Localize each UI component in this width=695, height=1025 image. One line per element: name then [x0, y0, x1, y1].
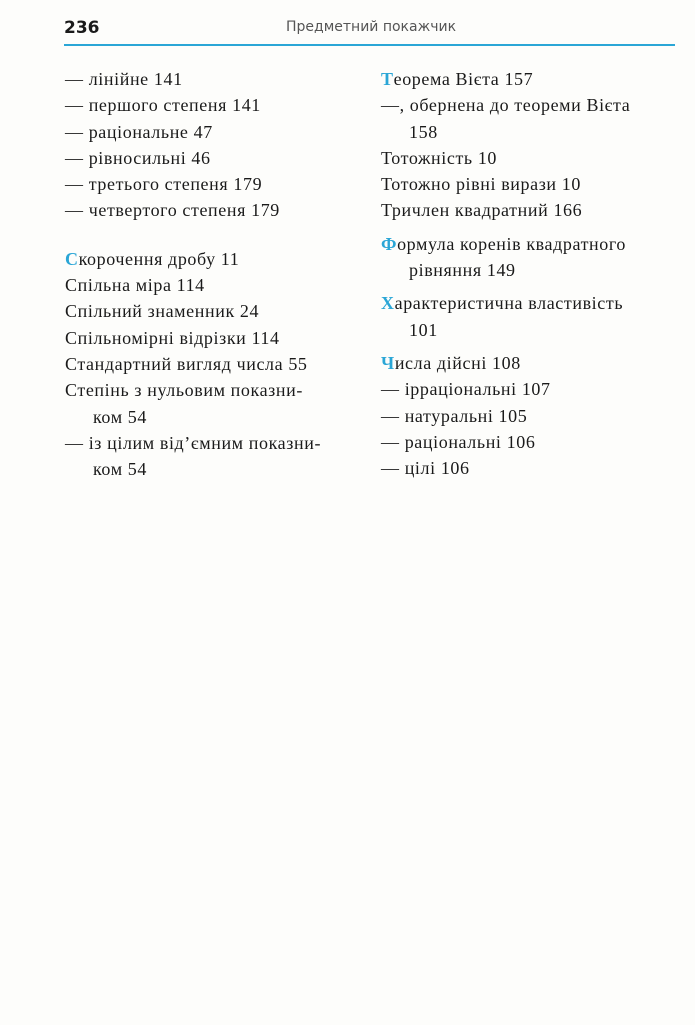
index-entry: Спільний знаменник 24: [65, 301, 260, 322]
index-entry: — ірраціональні 107: [381, 379, 551, 400]
letter-initial: Ф: [381, 233, 398, 254]
index-entry: Тотожність 10: [381, 147, 498, 168]
index-entry: Спільномірні відрізки 114: [65, 327, 280, 348]
letter-initial: Ч: [381, 352, 395, 373]
running-title: Предметний покажчик: [286, 19, 457, 35]
index-entry: — рівносильні 46: [65, 147, 211, 168]
index-entry: — лінійне 141: [65, 69, 183, 89]
index-entry: — цілі 106: [381, 458, 470, 479]
index-entry-letter-t: Теорема Вієта 157: [381, 69, 534, 89]
index-entry-letter-ch: Числа дійсні 108: [381, 352, 521, 373]
index-column-left: [65, 66, 365, 482]
index-entry: Степінь з нульовим показни- ком 54: [65, 380, 303, 427]
index-column-right: [381, 66, 681, 481]
index-entry: — першого степеня 141: [65, 95, 261, 116]
index-entry: Тричлен квадратний 166: [381, 200, 583, 221]
index-entry: — четвертого степеня 179: [65, 200, 280, 221]
index-entry: — раціональне 47: [65, 121, 213, 142]
index-entry: — натуральні 105: [381, 405, 528, 426]
index-entry-letter-s: Скорочення дробу 11: [65, 248, 240, 269]
index-entry: — третього степеня 179: [65, 174, 263, 195]
index-entry: Тотожно рівні вирази 10: [381, 174, 581, 195]
letter-initial: Т: [381, 69, 394, 89]
index-entry: — раціональні 106: [381, 431, 536, 452]
index-entry: — із цілим від’ємним показни- ком 54: [65, 432, 322, 480]
letter-initial: С: [65, 248, 79, 269]
index-entry: Спільна міра 114: [65, 275, 205, 296]
page-number: 236: [64, 18, 100, 38]
header-rule: [64, 44, 675, 46]
index-entry-letter-f: Формула коренів квадратного рівняння 149: [381, 233, 627, 281]
index-entry-letter-kh: Характеристична властивість 101: [381, 293, 624, 340]
index-entry: —, обернена до теореми Вієта 158: [381, 95, 631, 142]
page-header: [64, 14, 675, 45]
index-entry: Стандартний вигляд числа 55: [65, 353, 308, 374]
letter-initial: Х: [381, 293, 395, 314]
